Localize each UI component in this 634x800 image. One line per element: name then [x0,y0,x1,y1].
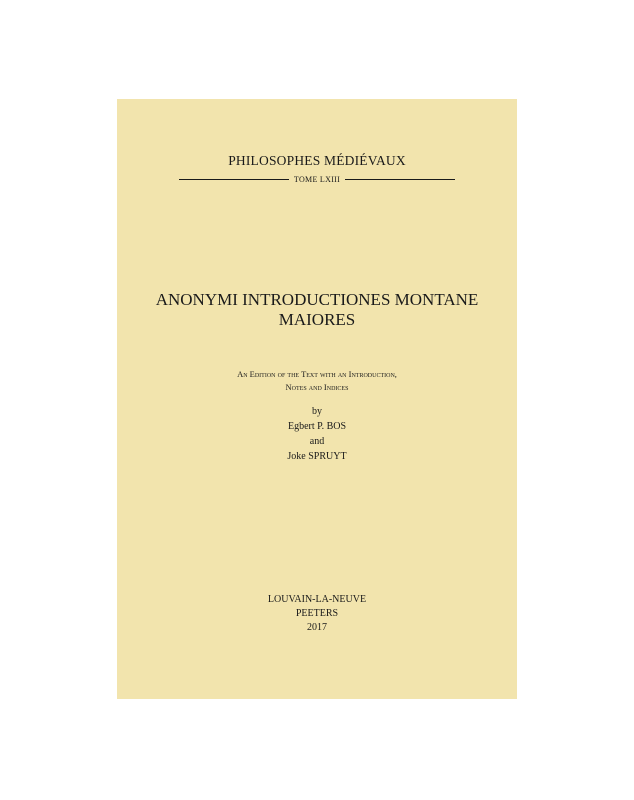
byline [117,404,517,464]
imprint-year: 2017 [307,622,327,633]
book-cover [117,99,517,699]
imprint-place: LOUVAIN-LA-NEUVE [267,594,367,605]
title-line-2: MAIORES [278,310,356,329]
rule-right [345,179,455,180]
imprint [117,593,517,635]
rule-left [179,179,289,180]
title-line-1: ANONYMI INTRODUCTIONES MONTANE [155,290,479,309]
series-tome: TOME LXIII [293,174,341,184]
series-name: PHILOSOPHES MÉDIÉVAUX [228,153,406,168]
subtitle-line-1: An Edition of the Text with an Introduction, [237,369,397,379]
book-subtitle [117,368,517,394]
subtitle-line-2: Notes and Indices [285,382,349,392]
book-title [117,290,517,330]
imprint-publisher: PEETERS [295,608,339,619]
byline-and: and [309,436,325,447]
author-1: Egbert P. BOS [287,421,347,432]
byline-by: by [312,406,322,417]
series-rule [179,173,455,185]
author-2: Joke SPRUYT [287,451,347,462]
